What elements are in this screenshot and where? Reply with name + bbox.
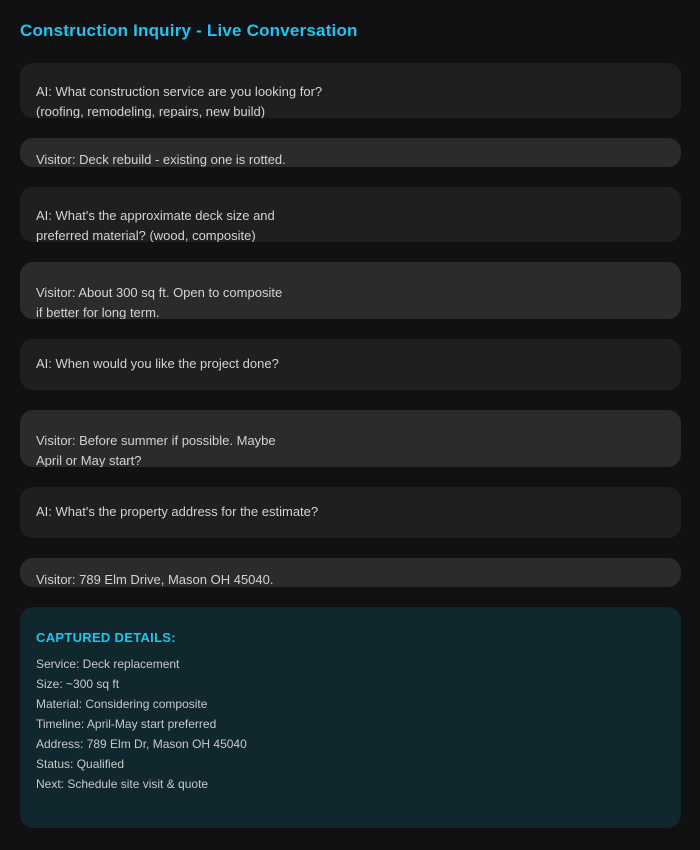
chat-message-ai [20,487,681,538]
chat-message-visitor [20,262,681,319]
page-title: Construction Inquiry - Live Conversation [20,21,358,40]
message-line: preferred material? (wood, composite) [36,228,256,242]
message-line: AI: What construction service are you looking for? [36,84,323,99]
message-line: (roofing, remodeling, repairs, new build) [36,104,266,118]
chat-message-ai [20,63,681,118]
message-line: AI: When would you like the project done? [36,356,279,371]
message-line: Visitor: About 300 sq ft. Open to composite [36,285,283,300]
chat-message-visitor [20,410,681,467]
chat-message-visitor [20,558,681,587]
detail-size: Size: ~300 sq ft [36,677,120,691]
message-line: AI: What's the approximate deck size and [36,208,275,223]
detail-service: Service: Deck replacement [36,657,180,671]
message-line: Visitor: 789 Elm Drive, Mason OH 45040. [36,572,274,587]
message-line: AI: What's the property address for the estimate? [36,504,319,519]
detail-status: Status: Qualified [36,757,125,771]
captured-details-panel [20,607,681,828]
chat-message-visitor [20,138,681,167]
chat-message-ai [20,339,681,390]
message-line: Visitor: Before summer if possible. Maybe [36,433,276,448]
detail-address: Address: 789 Elm Dr, Mason OH 45040 [36,737,247,751]
conversation-list [20,63,681,587]
chat-message-ai [20,187,681,242]
message-line: Visitor: Deck rebuild - existing one is rotted. [36,152,286,167]
message-line: if better for long term. [36,305,160,319]
detail-timeline: Timeline: April-May start preferred [36,717,217,731]
detail-next-step: Next: Schedule site visit & quote [36,777,209,791]
detail-material: Material: Considering composite [36,697,208,711]
captured-details-heading: CAPTURED DETAILS: [36,630,176,645]
message-line: April or May start? [36,453,142,467]
